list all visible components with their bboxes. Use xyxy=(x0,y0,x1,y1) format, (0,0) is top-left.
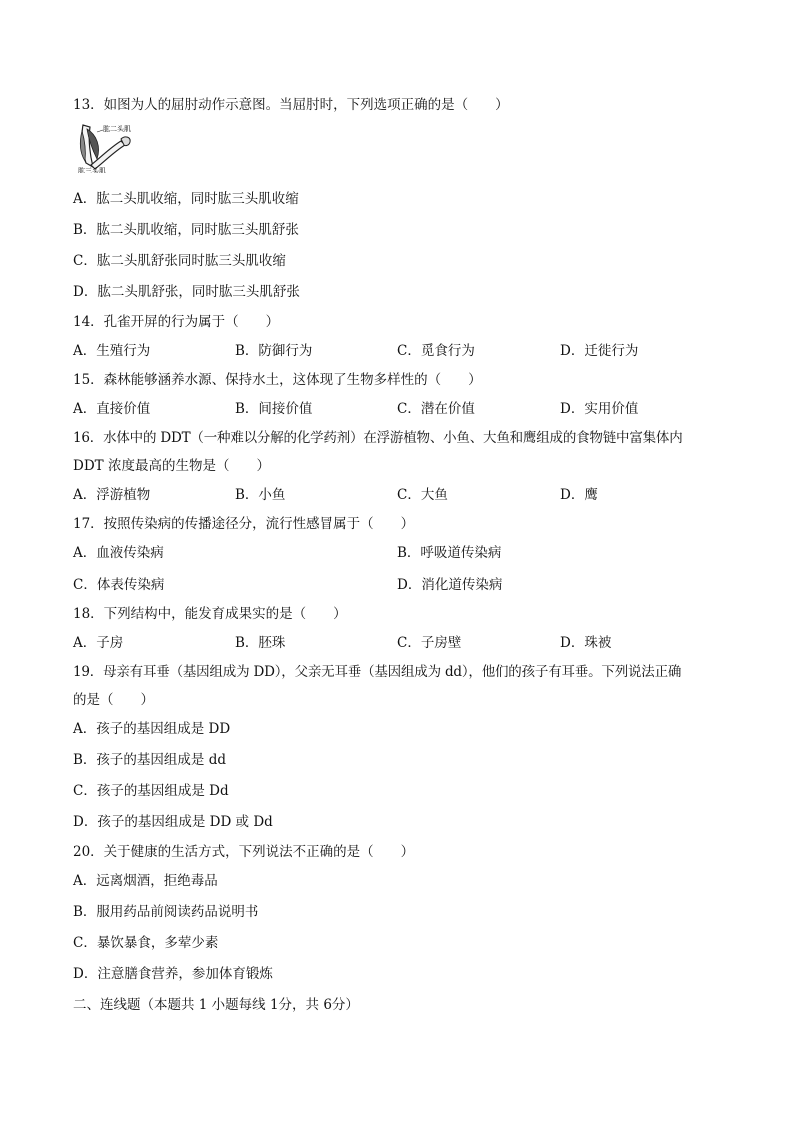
q17-option-b[interactable]: B．呼吸道传染病 xyxy=(397,545,502,561)
q19-option-c[interactable]: C．孩子的基因组成是 Dd xyxy=(73,783,229,799)
q16-option-b[interactable]: B．小鱼 xyxy=(235,487,286,503)
q16-option-a[interactable]: A．浮游植物 xyxy=(73,487,151,503)
q17-option-c[interactable]: C．体表传染病 xyxy=(73,577,165,593)
q14-option-c[interactable]: C．觅食行为 xyxy=(397,343,475,359)
figure-label-biceps: 肱二头肌 xyxy=(103,125,131,133)
q15-option-b[interactable]: B．间接价值 xyxy=(235,401,313,417)
elbow-flexion-figure xyxy=(77,121,139,173)
q20-stem: 20．关于健康的生活方式，下列说法不正确的是（ ） xyxy=(73,844,415,860)
q19-stem-line2: 的是（ ） xyxy=(73,692,154,708)
q15-option-c[interactable]: C．潜在价值 xyxy=(397,401,475,417)
q15-stem: 15．森林能够涵养水源、保持水土，这体现了生物多样性的（ ） xyxy=(73,372,482,388)
q18-stem: 18．下列结构中，能发育成果实的是（ ） xyxy=(73,606,347,622)
q13-option-d[interactable]: D．肱二头肌舒张，同时肱三头肌舒张 xyxy=(73,284,300,300)
q15-option-a[interactable]: A．直接价值 xyxy=(73,401,151,417)
q16-option-c[interactable]: C．大鱼 xyxy=(397,487,448,503)
q13-option-a[interactable]: A．肱二头肌收缩，同时肱三头肌收缩 xyxy=(73,191,299,207)
q20-option-a[interactable]: A．远离烟酒，拒绝毒品 xyxy=(73,873,218,889)
section-2-heading: 二、连线题（本题共 1 小题每线 1分，共 6分） xyxy=(73,997,359,1013)
q20-option-b[interactable]: B．服用药品前阅读药品说明书 xyxy=(73,904,259,920)
q17-option-a[interactable]: A．血液传染病 xyxy=(73,545,164,561)
q19-option-b[interactable]: B．孩子的基因组成是 dd xyxy=(73,752,226,768)
q18-option-c[interactable]: C．子房壁 xyxy=(397,635,462,651)
q16-stem-line1: 16．水体中的 DDT（一种难以分解的化学药剂）在浮游植物、小鱼、大鱼和鹰组成的食物链中富集体内 xyxy=(73,430,683,446)
q20-option-c[interactable]: C．暴饮暴食，多荤少素 xyxy=(73,935,219,951)
q14-option-b[interactable]: B．防御行为 xyxy=(235,343,313,359)
q13-option-c[interactable]: C．肱二头肌舒张同时肱三头肌收缩 xyxy=(73,253,286,269)
q16-stem-line2: DDT 浓度最高的生物是（ ） xyxy=(73,458,270,474)
q13-stem: 13．如图为人的屈肘动作示意图。当屈肘时，下列选项正确的是（ ） xyxy=(73,97,509,113)
q19-option-d[interactable]: D．孩子的基因组成是 DD 或 Dd xyxy=(73,814,273,830)
q14-option-a[interactable]: A．生殖行为 xyxy=(73,343,151,359)
q19-stem-line1: 19．母亲有耳垂（基因组成为 DD），父亲无耳垂（基因组成为 dd），他们的孩子有耳垂。下列说法正确 xyxy=(73,664,682,680)
q14-stem: 14．孔雀开屏的行为属于（ ） xyxy=(73,314,280,330)
q16-option-d[interactable]: D．鹰 xyxy=(560,487,598,503)
q13-option-b[interactable]: B．肱二头肌收缩，同时肱三头肌舒张 xyxy=(73,222,299,238)
figure-label-triceps: 肱三头肌 xyxy=(78,167,106,173)
q15-option-d[interactable]: D．实用价值 xyxy=(560,401,639,417)
q20-option-d[interactable]: D．注意膳食营养，参加体育锻炼 xyxy=(73,966,273,982)
arm-diagram-icon xyxy=(77,121,139,173)
q17-stem: 17．按照传染病的传播途径分，流行性感冒属于（ ） xyxy=(73,516,415,532)
q18-option-b[interactable]: B．胚珠 xyxy=(235,635,286,651)
q18-option-a[interactable]: A．子房 xyxy=(73,635,124,651)
q18-option-d[interactable]: D．珠被 xyxy=(560,635,612,651)
q14-option-d[interactable]: D．迁徙行为 xyxy=(560,343,639,359)
q19-option-a[interactable]: A．孩子的基因组成是 DD xyxy=(73,721,231,737)
q17-option-d[interactable]: D．消化道传染病 xyxy=(397,577,503,593)
